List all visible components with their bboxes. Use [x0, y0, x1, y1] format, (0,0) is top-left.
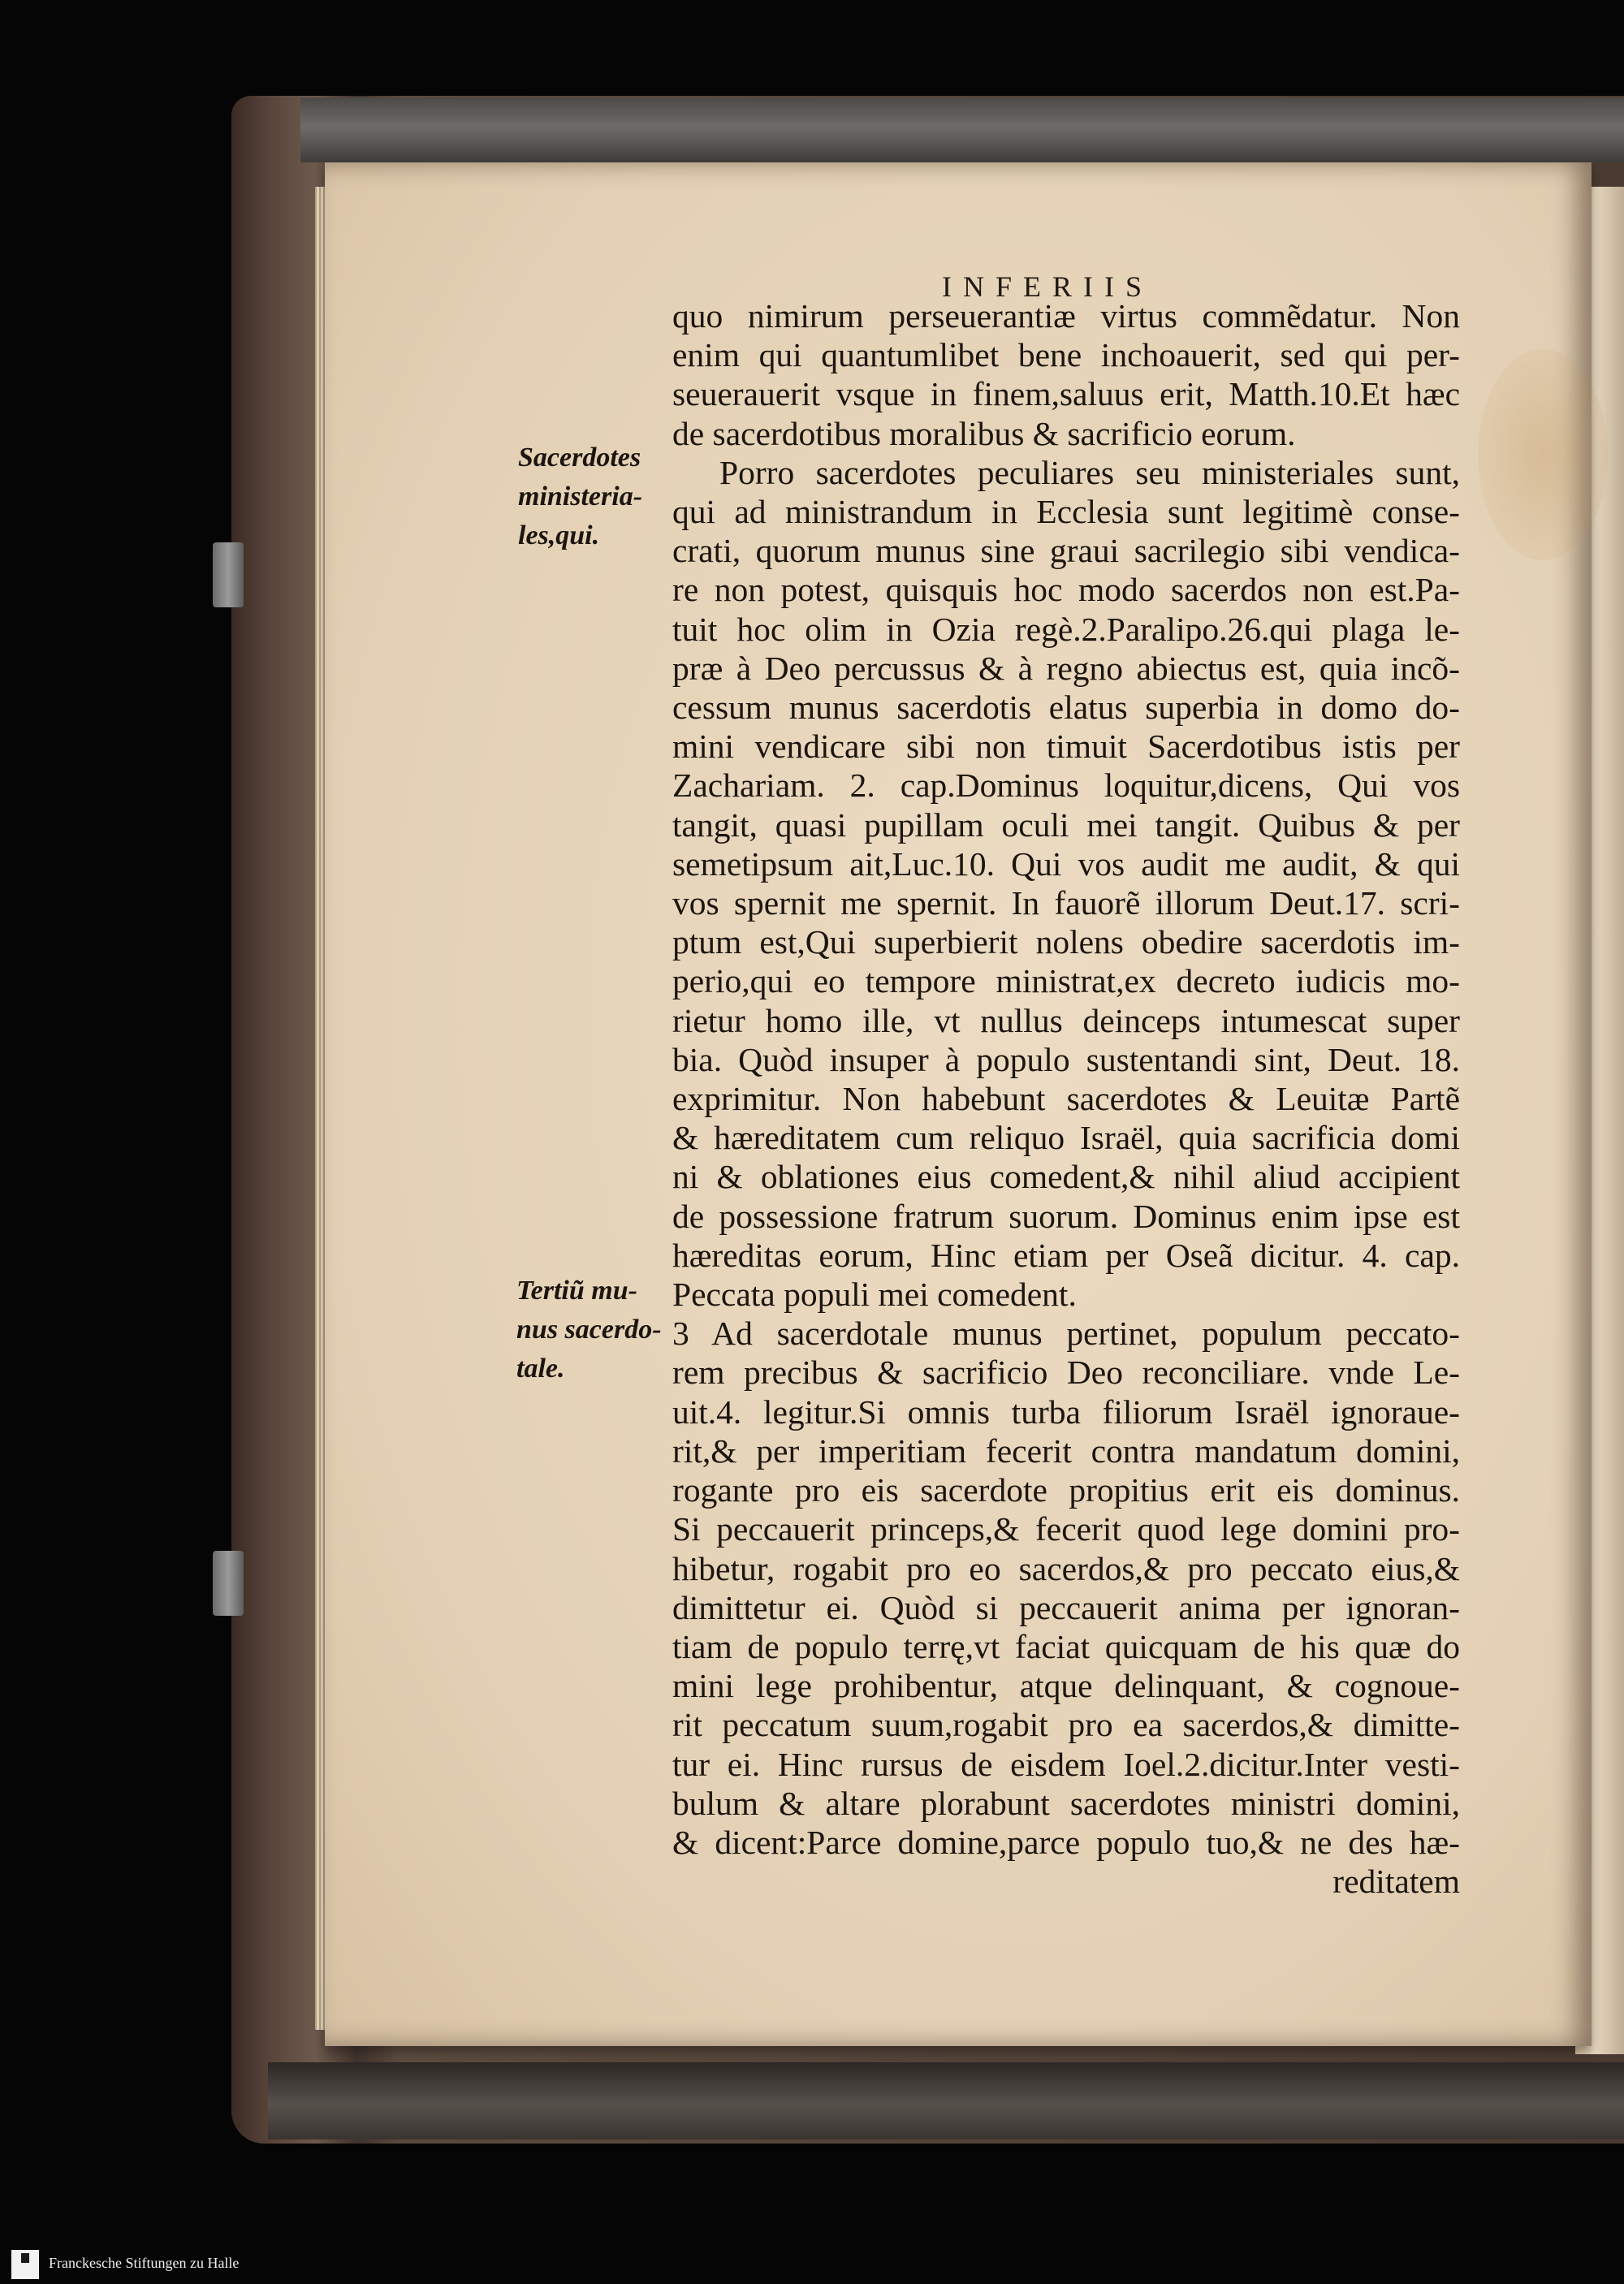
text-line: rit peccatum suum,rogabit pro ea sacerdos,& dimitte-	[672, 1706, 1460, 1744]
margin-note-line: nus sacerdo-	[516, 1315, 662, 1345]
text-line: rem precibus & sacrificio Deo reconciliare. vnde Le-	[672, 1354, 1460, 1392]
margin-note-line: Tertiũ mu-	[516, 1276, 637, 1306]
text-line: bia. Quòd insuper à populo sustentandi sint, Deut. 18.	[672, 1040, 1460, 1078]
text-line: vos spernit me spernit. In fauorẽ illorum Deut.17. scri-	[672, 884, 1460, 922]
text-line: ni & oblationes eius comedent,& nihil aliud accipient	[672, 1158, 1460, 1196]
text-line: 3 Ad sacerdotale munus pertinet, populum peccato-	[672, 1315, 1460, 1353]
cover-top-edge	[300, 97, 1624, 162]
clasp-bottom	[213, 1551, 244, 1616]
footer-bar	[0, 2247, 1624, 2284]
text-line: perio,qui eo tempore ministrat,ex decreto iudicis mo-	[672, 962, 1460, 1000]
text-line: tangit, quasi pupillam oculi mei tangit. Quibus & per	[672, 805, 1460, 844]
body-text	[672, 296, 1460, 1901]
text-line: hibetur, rogabit pro eo sacerdos,& pro peccato eius,&	[672, 1549, 1460, 1587]
text-line: enim qui quantumlibet bene inchoauerit, sed qui per-	[672, 336, 1460, 374]
text-line: rit,& per imperitiam fecerit contra mandatum domini,	[672, 1431, 1460, 1470]
margin-note-1	[518, 438, 642, 555]
cover-bottom-edge	[268, 2062, 1624, 2139]
text-line: hæreditas eorum, Hinc etiam per Oseã dicitur. 4. cap.	[672, 1236, 1460, 1274]
page-stain	[1478, 349, 1608, 560]
catchword: reditatem	[1332, 1863, 1460, 1901]
institution-logo-icon	[11, 2250, 39, 2279]
text-line: Si peccauerit princeps,& fecerit quod lege domini pro-	[672, 1510, 1460, 1548]
text-line: Zachariam. 2. cap.Dominus loquitur,dicens, Qui vos	[672, 766, 1460, 805]
text-line: de possessione fratrum suorum. Dominus enim ipse est	[672, 1197, 1460, 1235]
text-line: tur ei. Hinc rursus de eisdem Ioel.2.dicitur.Inter vesti-	[672, 1745, 1460, 1783]
text-line: mini lege prohibentur, atque delinquant, & cognoue-	[672, 1667, 1460, 1705]
margin-note-line: tale.	[516, 1354, 565, 1384]
margin-note-2	[516, 1272, 662, 1388]
text-line: ptum est,Qui superbierit nolens obedire sacerdotis im-	[672, 923, 1460, 961]
text-line: quo nimirum perseuerantiæ virtus commẽdatur. Non	[672, 297, 1460, 335]
text-line: dimittetur ei. Quòd si peccauerit anima per ignoran-	[672, 1588, 1460, 1626]
margin-note-line: Sacerdotes	[518, 443, 641, 473]
margin-note-line: ministeria-	[518, 481, 643, 512]
margin-note-line: les,qui.	[518, 520, 600, 550]
text-line: rogante pro eis sacerdote propitius erit eis dominus.	[672, 1471, 1460, 1509]
text-line: mini vendicare sibi non timuit Sacerdotibus istis per	[672, 728, 1460, 766]
text-line: & dicent:Parce domine,parce populo tuo,& ne des hæ-	[672, 1823, 1460, 1861]
text-line: seuerauerit vsque in finem,saluus erit, Matth.10.Et hæc	[672, 375, 1460, 413]
clasp-top	[213, 542, 244, 607]
text-line: cessum munus sacerdotis elatus superbia in domo do-	[672, 689, 1460, 727]
text-line: Porro sacerdotes peculiares seu ministeriales sunt,	[719, 453, 1460, 491]
text-line: crati, quorum munus sine graui sacrilegio sibi vendica-	[672, 532, 1460, 570]
text-line: semetipsum ait,Luc.10. Qui vos audit me audit, & qui	[672, 844, 1460, 883]
text-line: qui ad ministrandum in Ecclesia sunt legitimè conse-	[672, 493, 1460, 531]
text-line: re non potest, quisquis hoc modo sacerdos non est.Pa-	[672, 571, 1460, 609]
text-line: tuit hoc olim in Ozia regè.2.Paralipo.26.qui plaga le-	[672, 610, 1460, 648]
text-line: rietur homo ille, vt nullus deinceps intumescat super	[672, 1001, 1460, 1039]
text-line: uit.4. legitur.Si omnis turba filiorum Israël ignoraue-	[672, 1392, 1460, 1431]
text-line: Peccata populi mei comedent.	[672, 1276, 1077, 1314]
text-line: de sacerdotibus moralibus & sacrificio eorum.	[672, 414, 1296, 452]
text-line: exprimitur. Non habebunt sacerdotes & Leuitæ Partẽ	[672, 1080, 1460, 1118]
running-head: INFERIIS	[942, 270, 1154, 303]
footer-institution: Franckesche Stiftungen zu Halle	[49, 2255, 240, 2271]
text-line: tiam de populo terrę,vt faciat quicquam de his quæ do	[672, 1627, 1460, 1665]
text-line: bulum & altare plorabunt sacerdotes ministri domini,	[672, 1784, 1460, 1822]
text-line: præ à Deo percussus & à regno abiectus est, quia incõ-	[672, 649, 1460, 687]
text-line: & hæreditatem cum reliquo Israël, quia sacrificia domi	[672, 1119, 1460, 1157]
